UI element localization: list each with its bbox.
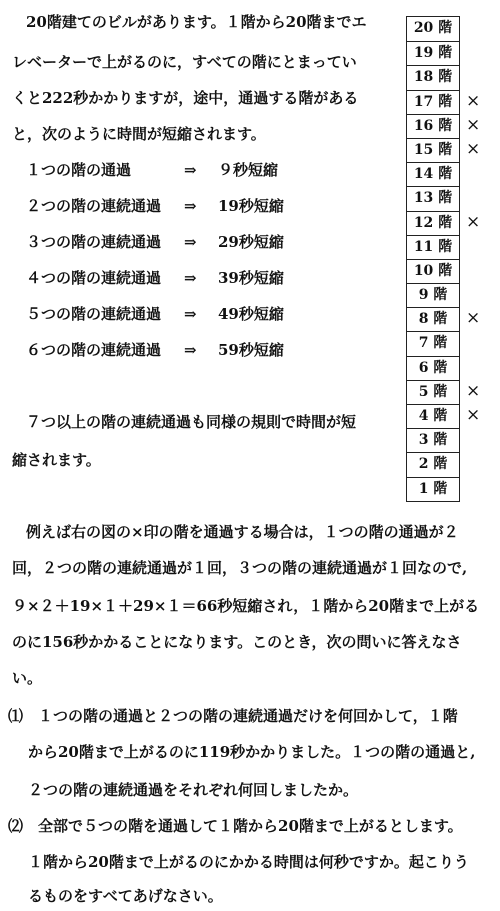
rule-label: ４つの階の連続通過: [26, 269, 162, 287]
note-line-1: ７つ以上の階の連続通過も同様の規則で時間が短: [26, 413, 357, 431]
question-2-line-2: １階から20階まで上がるのにかかる時間は何秒ですか。起こりう: [28, 853, 469, 871]
intro-line-4: と，次のように時間が短縮されます。: [12, 125, 266, 143]
floor-cell: 12 階: [407, 211, 459, 235]
intro-line-2: レベーターで上がるのに，すべての階にとまってい: [12, 53, 357, 71]
question-1-line-2: から20階まで上がるのに119秒かかりました。１つの階の通過と,: [28, 743, 476, 761]
question-2-line-3: るものをすべてあげなさい。: [28, 887, 223, 905]
floor-cell: 4 階: [407, 404, 459, 428]
passed-mark-icon: ×: [466, 381, 481, 401]
passed-mark-icon: ×: [466, 91, 481, 111]
question-text: 全部で５つの階を通過して１階から20階まで上がるとします。: [38, 817, 463, 835]
note-line-2: 縮されます。: [12, 451, 101, 469]
floor-cell: 18 階: [407, 65, 459, 89]
rule-value: 59秒短縮: [218, 341, 284, 359]
question-number: ⑵: [8, 817, 24, 835]
floor-cell: 19 階: [407, 41, 459, 65]
intro-line-1: 20階建てのビルがあります。１階から20階までエ: [26, 13, 367, 31]
floor-cell: 8 階: [407, 307, 459, 331]
implies-arrow-icon: ⇒: [184, 341, 197, 359]
rule-label: １つの階の通過: [26, 161, 132, 179]
example-line-4: のに156秒かかることになります。このとき，次の問いに答えなさ: [12, 633, 462, 651]
floor-cell: 15 階: [407, 138, 459, 162]
floor-cell: 6 階: [407, 356, 459, 380]
floor-cell: 2 階: [407, 452, 459, 476]
example-line-2: 回，２つの階の連続通過が１回，３つの階の連続通過が１回なので,: [12, 559, 468, 577]
rule-label: ５つの階の連続通過: [26, 305, 162, 323]
implies-arrow-icon: ⇒: [184, 161, 197, 179]
building-diagram: [406, 16, 460, 502]
passed-mark-icon: ×: [466, 212, 481, 232]
question-1-line-3: ２つの階の連続通過をそれぞれ何回しましたか。: [28, 781, 359, 799]
rule-value: ９秒短縮: [218, 161, 279, 179]
example-line-1: 例えば右の図の×印の階を通過する場合は，１つの階の通過が２: [26, 523, 459, 541]
rule-value: 19秒短縮: [218, 197, 284, 215]
passed-mark-icon: ×: [466, 139, 481, 159]
floor-cell: 13 階: [407, 186, 459, 210]
implies-arrow-icon: ⇒: [184, 233, 197, 251]
rule-value: 49秒短縮: [218, 305, 284, 323]
floor-cell: 9 階: [407, 283, 459, 307]
question-number: ⑴: [8, 707, 24, 725]
floor-cell: 10 階: [407, 259, 459, 283]
implies-arrow-icon: ⇒: [184, 269, 197, 287]
floor-cell: 5 階: [407, 380, 459, 404]
floor-cell: 17 階: [407, 90, 459, 114]
floor-cell: 11 階: [407, 235, 459, 259]
question-2: [8, 816, 463, 836]
implies-arrow-icon: ⇒: [184, 305, 197, 323]
floor-cell: 1 階: [407, 477, 459, 501]
rule-value: 29秒短縮: [218, 233, 284, 251]
implies-arrow-icon: ⇒: [184, 197, 197, 215]
example-line-5: い。: [12, 669, 43, 687]
floor-cell: 3 階: [407, 428, 459, 452]
rule-label: ３つの階の連続通過: [26, 233, 162, 251]
passed-mark-icon: ×: [466, 308, 481, 328]
floor-cell: 20 階: [413, 20, 453, 36]
rule-label: ２つの階の連続通過: [26, 197, 162, 215]
intro-line-3: くと222秒かかりますが，途中，通過する階がある: [12, 89, 359, 107]
passed-mark-icon: ×: [466, 115, 481, 135]
rule-value: 39秒短縮: [218, 269, 284, 287]
floor-cell: 16 階: [407, 114, 459, 138]
question-text: １つの階の通過と２つの階の連続通過だけを何回かして，１階: [38, 707, 458, 725]
passed-mark-icon: ×: [466, 405, 481, 425]
floor-cell: 14 階: [407, 162, 459, 186]
example-line-3: ９×２＋19×１＋29×１＝66秒短縮され，１階から20階まで上がる: [12, 597, 480, 615]
question-1: [8, 706, 458, 726]
rule-label: ６つの階の連続通過: [26, 341, 162, 359]
floor-cell: 7 階: [407, 331, 459, 355]
